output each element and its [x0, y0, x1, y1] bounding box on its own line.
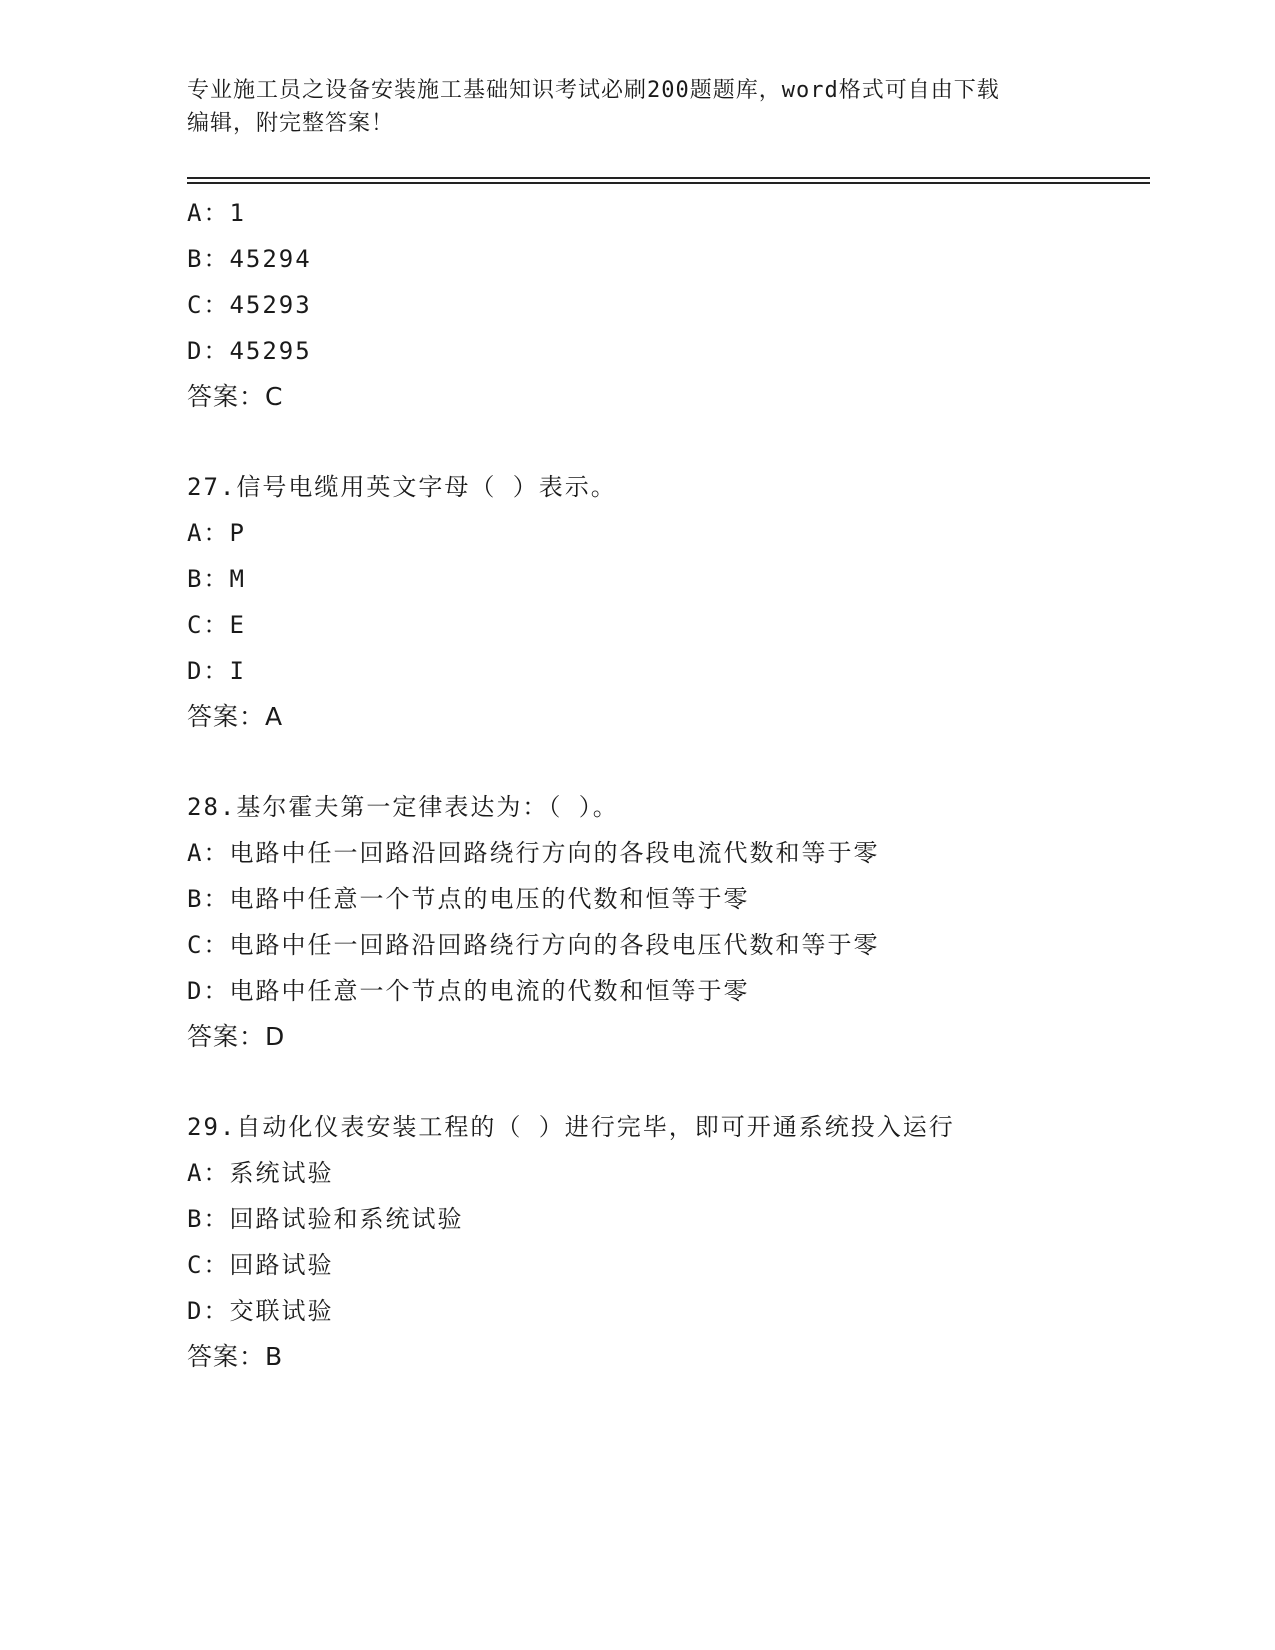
- option-b: B：回路试验和系统试验: [187, 1205, 464, 1233]
- question-list: [187, 190, 1147, 1380]
- question-block-28: [187, 784, 1147, 1060]
- header-divider-bottom: [187, 182, 1150, 184]
- option-d: D：交联试验: [187, 1297, 334, 1325]
- answer-line: 答案：A: [187, 702, 284, 731]
- option-c: C：回路试验: [187, 1251, 334, 1279]
- header-title-line-1: 专业施工员之设备安装施工基础知识考试必刷200题题库，word格式可自由下载: [187, 78, 1000, 103]
- option-b: B：45294: [187, 245, 312, 273]
- option-a: A：P: [187, 519, 246, 547]
- answer-line: 答案：D: [187, 1022, 286, 1051]
- document-header: [187, 74, 1067, 140]
- option-d: D：I: [187, 657, 246, 685]
- option-a: A：1: [187, 199, 246, 227]
- question-stem: 29.自动化仪表安装工程的（ ）进行完毕，即可开通系统投入运行: [187, 1113, 955, 1141]
- answer-line: 答案：B: [187, 1342, 284, 1371]
- option-b: B：电路中任意一个节点的电压的代数和恒等于零: [187, 885, 750, 913]
- question-stem: 27.信号电缆用英文字母（ ）表示。: [187, 473, 617, 501]
- answer-line: 答案：C: [187, 382, 284, 411]
- question-block-26-continued: [187, 190, 1147, 420]
- question-stem: 28.基尔霍夫第一定律表达为：（ ）。: [187, 793, 619, 821]
- question-block-27: [187, 464, 1147, 740]
- option-a: A：系统试验: [187, 1159, 334, 1187]
- option-d: D：电路中任意一个节点的电流的代数和恒等于零: [187, 977, 750, 1005]
- option-c: C：45293: [187, 291, 312, 319]
- option-c: C：电路中任一回路沿回路绕行方向的各段电压代数和等于零: [187, 931, 880, 959]
- header-divider-top: [187, 177, 1150, 179]
- header-title-line-2: 编辑，附完整答案！: [187, 111, 395, 136]
- option-a: A：电路中任一回路沿回路绕行方向的各段电流代数和等于零: [187, 839, 880, 867]
- option-d: D：45295: [187, 337, 312, 365]
- option-b: B：M: [187, 565, 246, 593]
- option-c: C：E: [187, 611, 246, 639]
- question-block-29: [187, 1104, 1147, 1380]
